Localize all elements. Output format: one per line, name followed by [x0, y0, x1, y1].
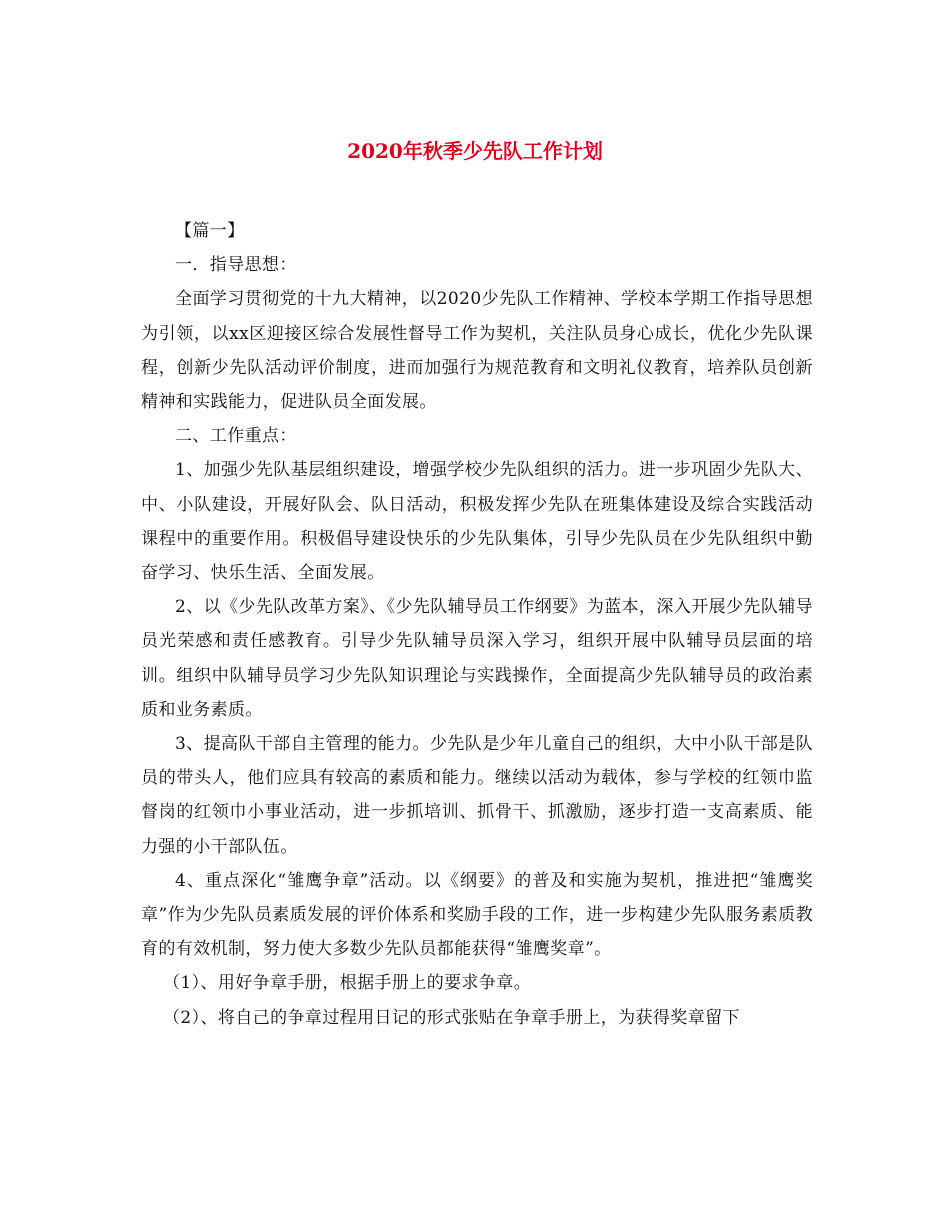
paragraph-point-1: 1、加强少先队基层组织建设，增强学校少先队组织的活力。进一步巩固少先队大、中、小队建设，开展好队会、队日活动，积极发挥少先队在班集体建设及综合实践活动课程中的重要作用。积极倡导建设快乐的少先队集体，引导少先队员在少先队组织中勤奋学习、快乐生活、全面发展。 [141, 460, 813, 584]
paragraph-guiding-thought: 全面学习贯彻党的十九大精神，以2020少先队工作精神、学校本学期工作指导思想为引领，以xx区迎接区综合发展性督导工作为契机，关注队员身心成长，优化少先队课程，创新少先队活动评价制度，进而加强行为规范教育和文明礼仪教育，培养队员创新精神和实践能力，促进队员全面发展。 [141, 289, 813, 413]
paragraph-point-2: 2、以《少先队改革方案》、《少先队辅导员工作纲要》为蓝本，深入开展少先队辅导员光荣感和责任感教育。引导少先队辅导员深入学习，组织开展中队辅导员层面的培训。组织中队辅导员学习少先队知识理论与实践操作，全面提高少先队辅导员的政治素质和业务素质。 [141, 597, 814, 720]
document-body [141, 214, 813, 1035]
paragraph-point-4: 4、重点深化“雏鹰争章”活动。以《纲要》的普及和实施为契机，推进把“雏鹰奖章”作为少先队员素质发展的评价体系和奖励手段的工作，进一步构建少先队服务素质教育的有效机制，努力使大多数少先队员都能获得“雏鹰奖章”。 [141, 870, 813, 960]
paragraph-sub-point-2: （2）、将自己的争章过程用日记的形式张贴在争章手册上，为获得奖章留下 [163, 1007, 740, 1028]
paragraph-point-3: 3、提高队干部自主管理的能力。少先队是少年儿童自己的组织，大中小队干部是队员的带头人，他们应具有较高的素质和能力。继续以活动为载体，参与学校的红领巾监督岗的红领巾小事业活动，进一步抓培训、抓骨干、抓激励，逐步打造一支高素质、能力强的小干部队伍。 [141, 734, 813, 857]
paragraph-sub-point-1: （1）、用好争章手册，根据手册上的要求争章。 [163, 973, 532, 994]
document-title: 2020年秋季少先队工作计划 [347, 139, 603, 163]
heading-guiding-thought: 一．指导思想： [175, 255, 297, 276]
section-heading: 【篇一】 [175, 221, 245, 241]
heading-work-focus: 二、工作重点： [175, 426, 297, 447]
